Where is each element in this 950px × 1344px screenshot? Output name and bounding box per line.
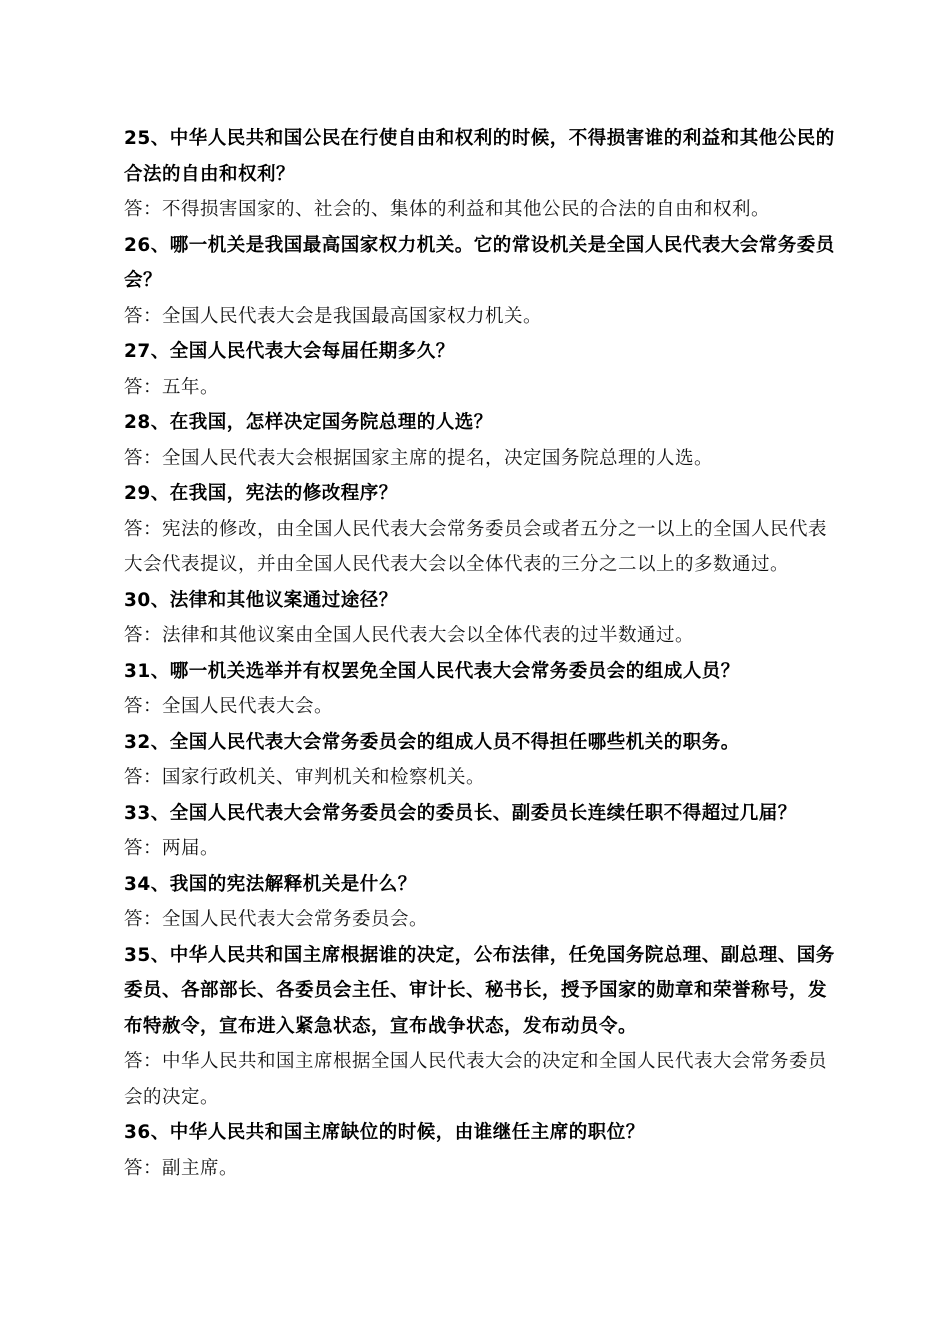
answer-36: 答：副主席。 xyxy=(124,1157,239,1179)
answer-35-line-2: 会的决定。 xyxy=(124,1086,220,1108)
answer-27: 答：五年。 xyxy=(124,376,220,398)
answer-29-line-2: 大会代表提议，并由全国人民代表大会以全体代表的三分之二以上的多数通过。 xyxy=(124,554,790,575)
question-35-line-2: 委员、各部部长、各委员会主任、审计长、秘书长，授予国家的勋章和荣誉称号，发 xyxy=(124,980,828,1001)
answer-32: 答：国家行政机关、审判机关和检察机关。 xyxy=(124,767,486,788)
question-36: 36、中华人民共和国主席缺位的时候，由谁继任主席的职位？ xyxy=(124,1122,645,1143)
answer-31: 答：全国人民代表大会。 xyxy=(124,696,334,717)
question-33: 33、全国人民代表大会常务委员会的委员长、副委员长连续任职不得超过几届？ xyxy=(124,802,797,824)
question-29: 29、在我国，宪法的修改程序？ xyxy=(124,483,398,504)
question-28: 28、在我国，怎样决定国务院总理的人选？ xyxy=(124,412,493,433)
question-26-line-1: 26、哪一机关是我国最高国家权力机关。它的常设机关是全国人民代表大会常务委员 xyxy=(124,234,835,256)
question-35-line-3: 布特赦令，宣布进入紧急状态，宣布战争状态，发布动员令。 xyxy=(124,1015,638,1037)
question-26-line-2: 会？ xyxy=(124,270,163,291)
answer-30: 答：法律和其他议案由全国人民代表大会以全体代表的过半数通过。 xyxy=(124,625,695,646)
question-25-line-2: 合法的自由和权利？ xyxy=(124,163,296,185)
answer-35-line-1: 答：中华人民共和国主席根据全国人民代表大会的决定和全国人民代表大会常务委员 xyxy=(124,1051,828,1072)
question-31: 31、哪一机关选举并有权罢免全国人民代表大会常务委员会的组成人员？ xyxy=(124,660,740,682)
question-34: 34、我国的宪法解释机关是什么？ xyxy=(124,873,417,895)
question-35-line-1: 35、中华人民共和国主席根据谁的决定，公布法律，任免国务院总理、副总理、国务 xyxy=(124,944,835,966)
question-30: 30、法律和其他议案通过途径？ xyxy=(124,589,398,611)
question-25-line-1: 25、中华人民共和国公民在行使自由和权利的时候，不得损害谁的利益和其他公民的 xyxy=(124,128,835,149)
answer-33: 答：两届。 xyxy=(124,838,220,859)
answer-28: 答：全国人民代表大会根据国家主席的提名，决定国务院总理的人选。 xyxy=(124,447,714,469)
answer-25: 答：不得损害国家的、社会的、集体的利益和其他公民的合法的自由和权利。 xyxy=(124,199,771,220)
question-27: 27、全国人民代表大会每届任期多久？ xyxy=(124,341,455,362)
answer-29-line-1: 答：宪法的修改，由全国人民代表大会常务委员会或者五分之一以上的全国人民代表 xyxy=(124,518,828,540)
answer-26: 答：全国人民代表大会是我国最高国家权力机关。 xyxy=(124,305,543,327)
question-32: 32、全国人民代表大会常务委员会的组成人员不得担任哪些机关的职务。 xyxy=(124,731,740,753)
answer-34: 答：全国人民代表大会常务委员会。 xyxy=(124,909,429,930)
